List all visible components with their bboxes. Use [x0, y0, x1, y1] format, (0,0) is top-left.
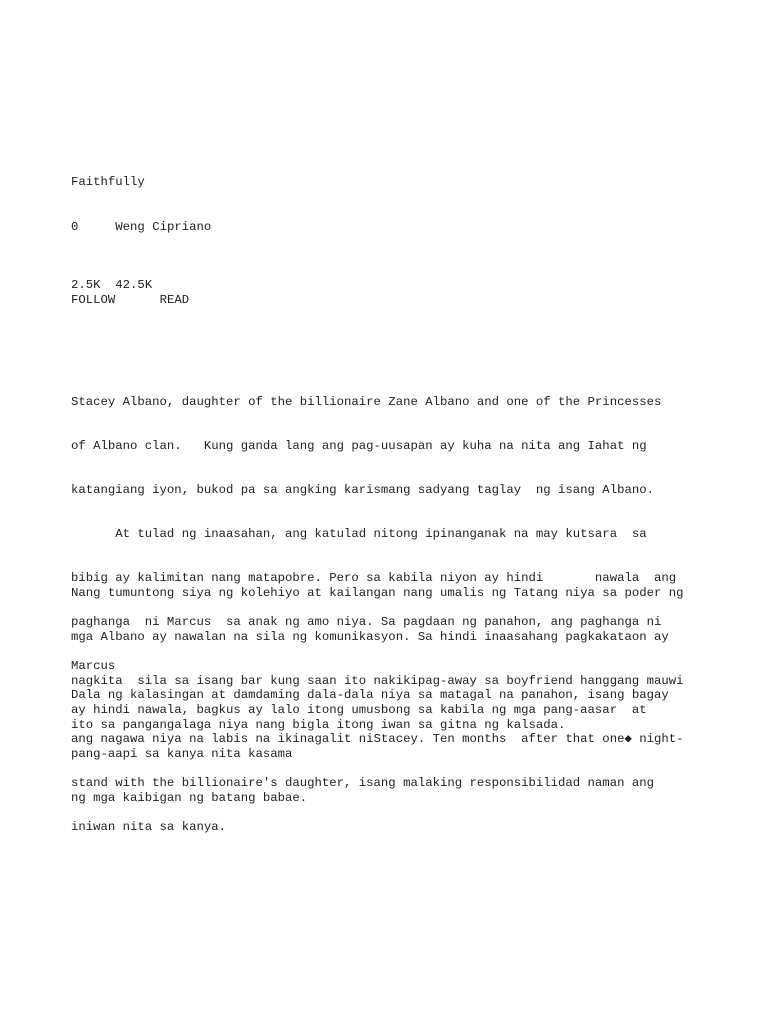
follow-count: 2.5K — [71, 278, 101, 292]
story-title: Faithfully — [71, 175, 145, 189]
paragraph-line: ang nagawa niya na labis na ikinagalit niStacey. Ten months after that one◆ night- — [71, 732, 684, 747]
paragraph-line: Stacey Albano, daughter of the billionaire Zane Albano and one of the Princesses — [71, 395, 662, 410]
author-name[interactable]: Weng Cipriano — [115, 220, 212, 234]
follow-button[interactable]: FOLLOW — [71, 293, 116, 307]
paragraph-line: Dala ng kalasingan at damdaming dala-dala niya sa matagal na panahon, isang bagay — [71, 688, 669, 703]
paragraph-line: bibig ay kalimitan nang matapobre. Pero sa kabila niyon ay hindi nawala ang — [71, 571, 677, 586]
read-count: 42.5K — [115, 278, 153, 292]
stats-counts — [71, 278, 152, 293]
paragraph-line: stand with the billionaire's daughter, isang malaking responsibilidad naman ang — [71, 776, 654, 791]
author-index: 0 — [71, 220, 79, 234]
paragraph-line: mga Albano ay nawalan na sila ng komunikasyon. Sa hindi inaasahang pagkakataon ay — [71, 630, 669, 645]
paragraph-line: ay hindi nawala, bagkus ay lalo itong umusbong sa kabila ng mga pang-aasar at — [71, 703, 647, 718]
read-label: READ — [159, 293, 190, 307]
paragraph-line: paghanga ni Marcus sa anak ng amo niya. Sa pagdaan ng panahon, ang paghanga ni — [71, 615, 662, 630]
paragraph-line: Marcus — [71, 659, 116, 674]
paragraph-line: pang-aapi sa kanya nita kasama — [71, 747, 293, 762]
paragraph-line: Nang tumuntong siya ng kolehiyo at kailangan nang umalis ng Tatang niya sa poder ng — [71, 586, 684, 601]
paragraph-line: ito sa pangangalaga niya nang bigla itong iwan sa gitna ng kalsada. — [71, 718, 566, 733]
paragraph-line: of Albano clan. Kung ganda lang ang pag-uusapan ay kuha na nita ang Iahat ng — [71, 439, 647, 454]
paragraph-line: At tulad ng inaasahan, ang katulad nitong ipinanganak na may kutsara sa — [71, 527, 647, 542]
paragraph-line: katangiang iyon, bukod pa sa angking karismang sadyang taglay ng isang Albano. — [71, 483, 654, 498]
paragraph — [71, 659, 711, 864]
stats-labels — [71, 293, 189, 308]
paragraph-line: iniwan nita sa kanya. — [71, 820, 226, 835]
paragraph-line: ng mga kaibigan ng batang babae. — [71, 791, 308, 806]
paragraph-line: nagkita sila sa isang bar kung saan ito nakikipag-away sa boyfriend hanggang mauwi — [71, 674, 684, 689]
author-line — [71, 220, 211, 235]
